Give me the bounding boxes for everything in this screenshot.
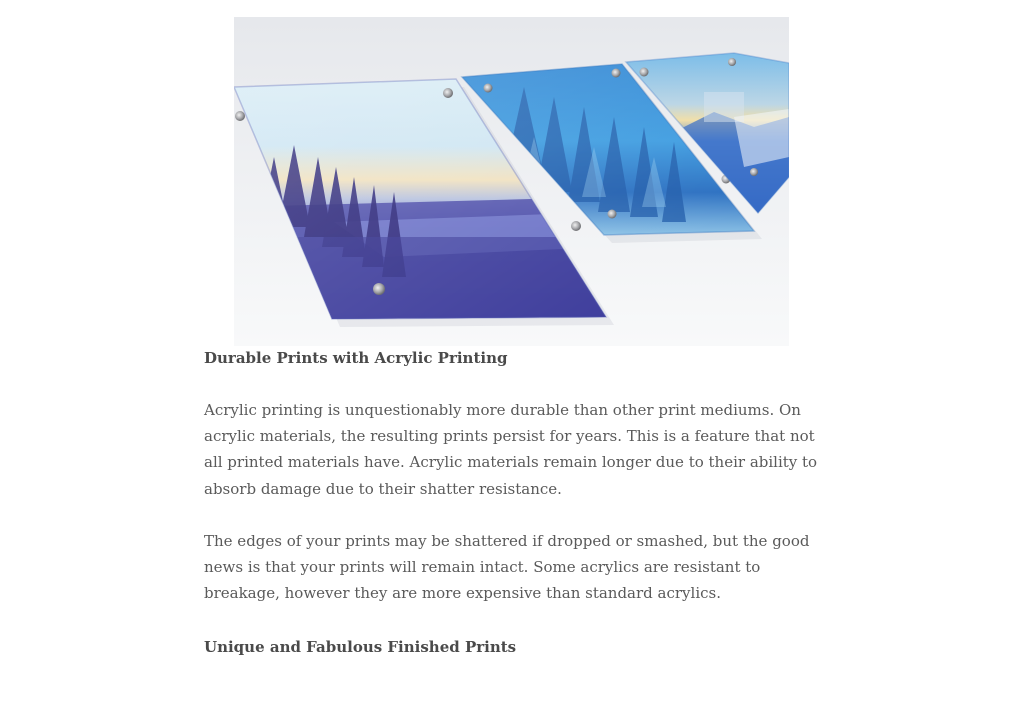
paragraph: The edges of your prints may be shattered if dropped or smashed, but the good news is that your prints will remain intact. Some acrylics are resistant to breakage, however they are more expensive than standard acrylics. xyxy=(204,532,810,603)
section-heading: Durable Prints with Acrylic Printing xyxy=(204,349,508,367)
paragraph: Acrylic printing is unquestionably more durable than other print mediums. On acrylic materials, the resulting prints persist for years. This is a feature that not all printed materials have. Acrylic materials remain longer due to their ability to absorb damage due to their shatter resistance. xyxy=(204,401,818,498)
section-heading: Unique and Fabulous Finished Prints xyxy=(204,638,517,656)
acrylic-panels-image xyxy=(234,17,789,346)
